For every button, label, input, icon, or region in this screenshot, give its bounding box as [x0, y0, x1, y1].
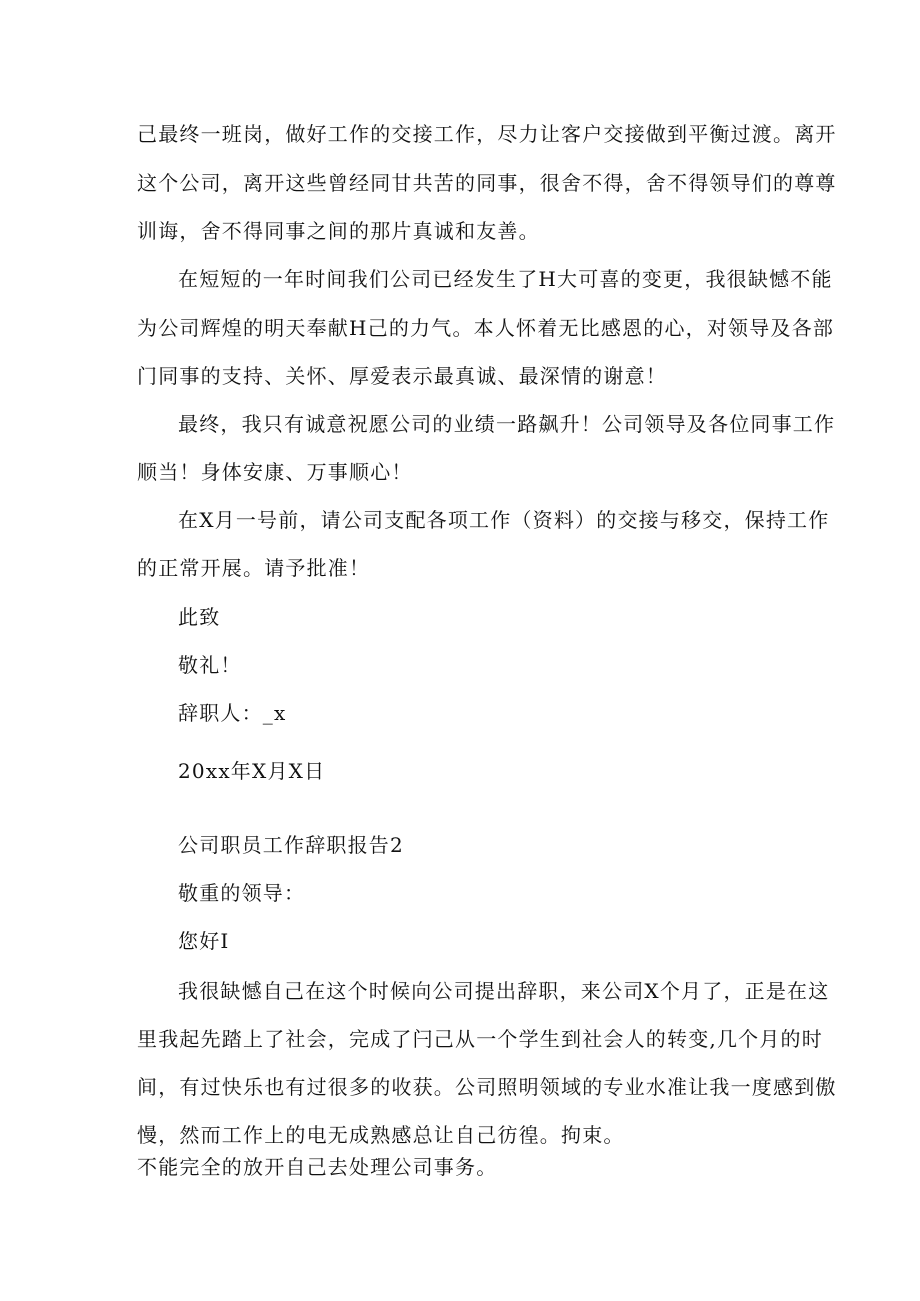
text-line: 的正常开展。请予批准！ [137, 556, 371, 580]
text-line: 顺当！身体安康、万事顺心！ [137, 460, 413, 484]
salutation: 敬重的领导： [178, 881, 306, 905]
closing-ci-zhi: 此致 [178, 605, 221, 629]
text-line: 在短短的一年时间我们公司已经发生了H大可喜的变更，我很缺憾不能 [178, 267, 833, 291]
text-line: 最终，我只有诚意祝愿公司的业绩一路飙升！公司领导及各位同事工作 [178, 412, 836, 436]
date-line: 20xx年X月X日 [178, 759, 326, 783]
text-line: 门同事的支持、关怀、厚爱表示最真诚、最深情的谢意！ [137, 364, 667, 388]
signer-line: 辞职人：_x [178, 701, 287, 725]
text-line: 这个公司，离开这些曾经同甘共苦的同事，很舍不得，舍不得领导们的尊尊 [137, 171, 837, 195]
closing-jing-li: 敬礼！ [178, 653, 242, 677]
text-line: 间，有过快乐也有过很多的收获。公司照明领域的专业水准让我一度感到傲 [137, 1075, 837, 1099]
text-line: 训诲，舍不得同事之间的那片真诚和友善。 [137, 219, 540, 243]
report2-title: 公司职员工作辞职报告2 [178, 833, 404, 857]
greeting: 您好I [178, 929, 230, 953]
text-line: 己最终一班岗，做好工作的交接工作，尽力让客户交接做到平衡过渡。离开 [137, 122, 837, 146]
text-line: 不能完全的放开自己去处理公司事务。 [137, 1155, 498, 1179]
text-line: 慢，然而工作上的电无成熟感总让自己彷徨。拘束。 [137, 1123, 625, 1147]
text-line: 我很缺憾自己在这个时候向公司提出辞职，来公司X个月了，正是在这 [178, 979, 830, 1003]
text-line: 在X月一号前，请公司支配各项工作（资料）的交接与移交，保持工作 [178, 508, 830, 532]
text-line: 里我起先踏上了社会，完成了闩己从一个学生到社会人的转变,几个月的时 [137, 1027, 823, 1051]
text-line: 为公司辉煌的明天奉献H己的力气。本人怀着无比感恩的心，对领导及各部 [137, 316, 835, 340]
